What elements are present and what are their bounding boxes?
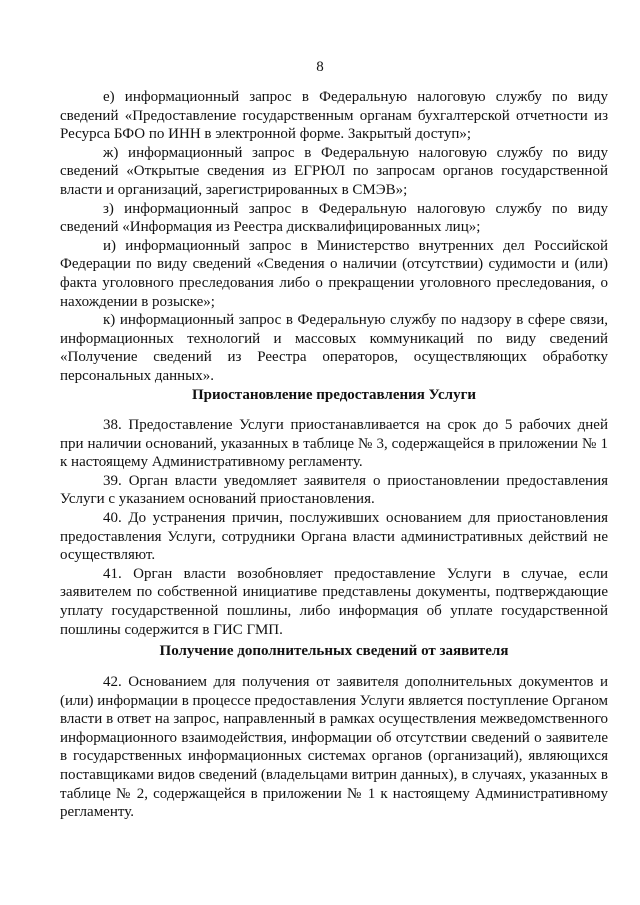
paragraph-42: 42. Основанием для получения от заявителя дополнительных документов и (или) информации в процессе предоставления Услуги является поступление Органом власти в ответ на запрос, направленный в рамках осуществления межведомственного информационного взаимодействия, информации об отсутствии сведений о заявителе в государственных информационных системах органов (организаций), являющихся поставщиками видов сведений (владельцами витрин данных), в случаях, указанных в таблице № 2, содержащейся в приложении № 1 к настоящему Административному регламенту. — [60, 674, 608, 821]
list-items — [60, 88, 608, 386]
page-number: 8 — [316, 59, 324, 75]
section-heading-additional-info: Получение дополнительных сведений от заявителя — [159, 643, 509, 659]
paragraph-39: 39. Орган власти уведомляет заявителя о приостановлении предоставления Услуги с указанием оснований приостановления. — [60, 472, 608, 508]
list-item-e: е) информационный запрос в Федеральную налоговую службу по виду сведений «Предоставление государственным органам бухгалтерской отчетности из Ресурса БФО по ИНН в электронной форме. Закрытый доступ»; — [60, 89, 608, 143]
section-additional-info-body — [60, 673, 608, 822]
paragraph-38: 38. Предоставление Услуги приостанавливается на срок до 5 рабочих дней при наличии оснований, указанных в таблице № 3, содержащейся в приложении № 1 к настоящему Административному регламенту. — [60, 417, 608, 471]
list-item-z: з) информационный запрос в Федеральную налоговую службу по виду сведений «Информация из Реестра дисквалифицированных лиц»; — [60, 200, 608, 236]
section-heading-suspension: Приостановление предоставления Услуги — [191, 387, 477, 403]
section-suspension-body — [60, 416, 608, 639]
list-item-zh: ж) информационный запрос в Федеральную налоговую службу по виду сведений «Открытые сведения из ЕГРЮЛ по запросам органов государственной власти и организаций, зарегистрированных в СМЭВ»; — [60, 144, 608, 198]
paragraph-41: 41. Орган власти возобновляет предоставление Услуги в случае, если заявителем по собственной инициативе представлены документы, подтверждающие уплату государственной пошлины, либо информация об уплате государственной пошлины содержится в ГИС ГМП. — [60, 565, 608, 638]
list-item-k: к) информационный запрос в Федеральную службу по надзору в сфере связи, информационных технологий и массовых коммуникаций по виду сведений «Получение сведений из Реестра операторов, осуществляющих обработку персональных данных». — [60, 312, 608, 384]
paragraph-40: 40. До устранения причин, послуживших основанием для приостановления предоставления Услуги, сотрудники Органа власти административных действий не осуществляют. — [60, 509, 608, 564]
list-item-i: и) информационный запрос в Министерство внутренних дел Российской Федерации по виду сведений «Сведения о наличии (отсутствии) судимости и (или) факта уголовного преследования либо о прекращении уголовного преследования, о нахождении в розыске»; — [60, 237, 608, 310]
